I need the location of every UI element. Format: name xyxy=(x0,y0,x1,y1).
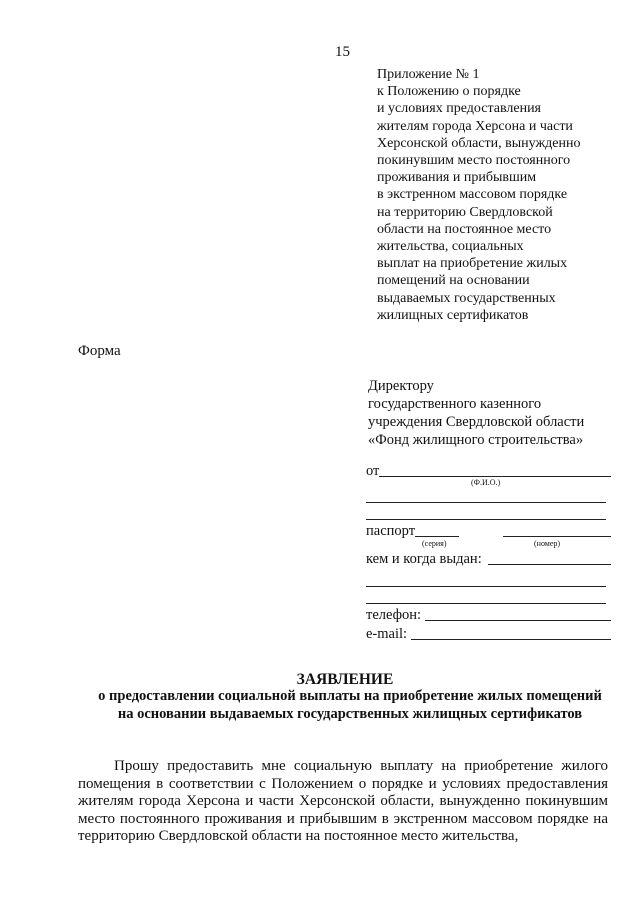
addressee-block xyxy=(368,377,618,449)
addressee-line: учреждения Свердловской области xyxy=(368,414,585,430)
addressee-line: государственного казенного xyxy=(368,396,542,412)
from-row xyxy=(366,458,611,480)
fio-extra-line-1[interactable] xyxy=(366,490,606,503)
subtitle-line: о предоставлении социальной выплаты на приобретение жилых помещений xyxy=(98,688,602,704)
fio-field[interactable] xyxy=(379,462,611,477)
appendix-line: проживания и прибывшим xyxy=(377,170,537,186)
issued-label: кем и когда выдан: xyxy=(366,551,482,567)
issued-field[interactable] xyxy=(488,550,611,565)
email-row xyxy=(366,624,611,643)
appendix-line: помещений на основании xyxy=(377,273,530,289)
appendix-line: Приложение № 1 xyxy=(377,67,480,82)
passport-label: паспорт xyxy=(366,523,416,539)
issued-row xyxy=(366,550,611,568)
issued-extra-line-1[interactable] xyxy=(366,568,606,587)
issued-extra-line-2[interactable] xyxy=(366,587,606,604)
phone-label: телефон: xyxy=(366,607,422,623)
appendix-line: жительства, социальных xyxy=(377,239,524,255)
fio-extra-line-2[interactable] xyxy=(366,503,606,520)
appendix-line: в экстренном массовом порядке xyxy=(377,187,568,203)
number-hint: (номер) xyxy=(534,539,561,548)
appendix-line: жителям города Херсона и части xyxy=(377,118,573,134)
applicant-fields xyxy=(366,458,611,643)
appendix-line: на территорию Свердловской xyxy=(377,204,553,220)
page-number: 15 xyxy=(335,44,350,60)
fio-hint: (Ф.И.О.) xyxy=(471,478,501,487)
application-body xyxy=(78,758,608,846)
form-label: Форма xyxy=(78,343,121,359)
phone-row xyxy=(366,604,611,624)
passport-row xyxy=(366,520,611,540)
body-paragraph: Прошу предоставить мне социальную выплату на приобретение жилого помещения в соответствии с Положением о порядке и условиях предоставления жителям города Херсона и части Херсонской области, вынужденно покинувшим место постоянного проживания и прибывшим в экстренном массовом порядке на территорию Свердловской области на постоянное место жительства, xyxy=(78,758,608,845)
document-title: ЗАЯВЛЕНИЕ xyxy=(296,671,394,688)
phone-field[interactable] xyxy=(425,606,611,621)
passport-number-field[interactable] xyxy=(503,522,611,537)
appendix-line: и условиях предоставления xyxy=(377,101,541,117)
appendix-line: жилищных сертификатов xyxy=(377,307,529,323)
appendix-line: покинувшим место постоянного xyxy=(377,153,571,169)
appendix-line: выдаваемых государственных xyxy=(377,290,556,306)
from-label: от xyxy=(366,463,380,479)
appendix-line: к Положению о порядке xyxy=(377,84,521,100)
document-subtitle xyxy=(60,688,640,723)
appendix-line: Херсонской области, вынужденно xyxy=(377,135,581,151)
series-hint: (серия) xyxy=(422,539,447,548)
passport-series-field[interactable] xyxy=(415,522,459,537)
addressee-line: «Фонд жилищного строительства» xyxy=(368,432,584,448)
subtitle-line: на основании выдаваемых государственных жилищных сертификатов xyxy=(117,705,583,722)
addressee-line: Директору xyxy=(368,378,434,394)
email-field[interactable] xyxy=(411,625,611,640)
appendix-reference xyxy=(377,66,627,324)
appendix-line: выплат на приобретение жилых xyxy=(377,256,568,272)
appendix-line: области на постоянное место xyxy=(377,221,552,237)
email-label: e-mail: xyxy=(366,626,408,642)
